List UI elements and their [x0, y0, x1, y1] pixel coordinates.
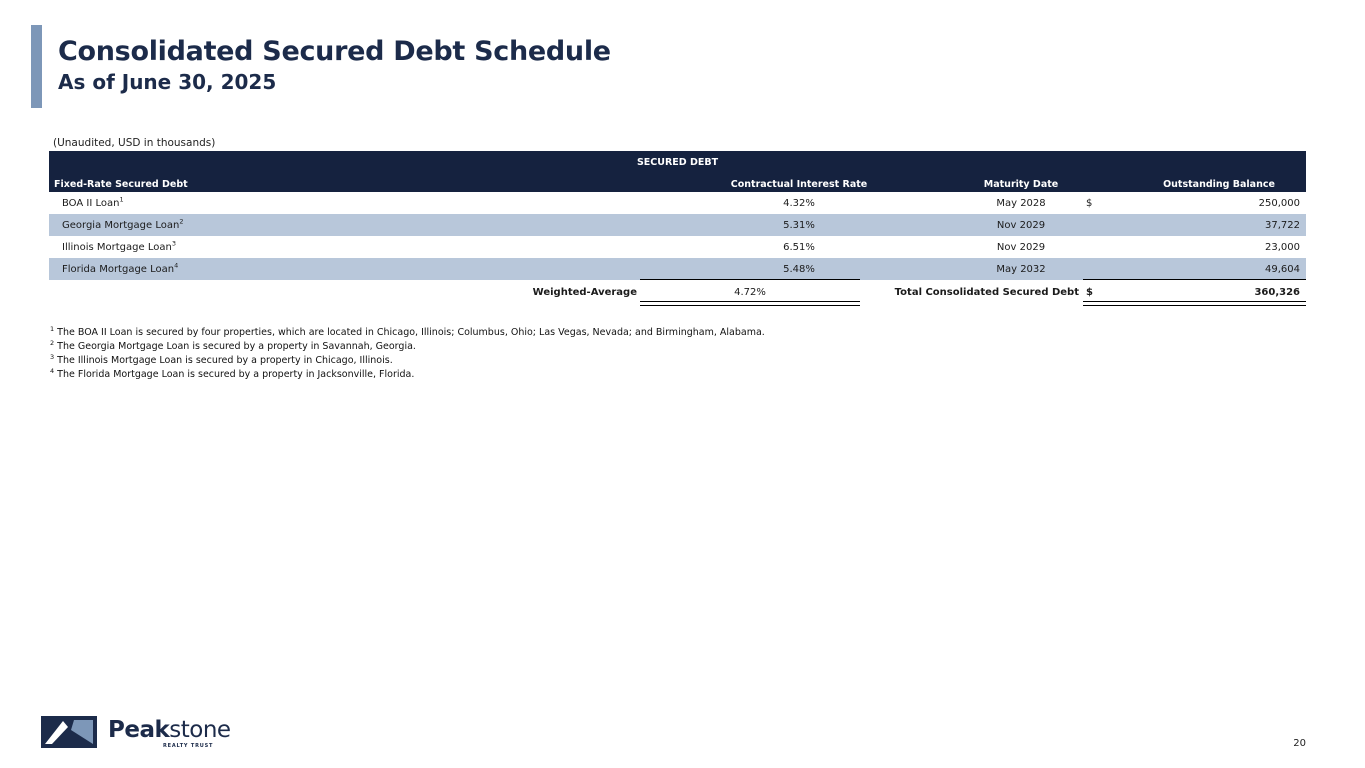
balance-subtotal-rule	[1083, 279, 1306, 280]
title-accent-bar	[31, 25, 42, 108]
secured-debt-table	[49, 151, 1306, 304]
balance-cell: 250,000	[1258, 198, 1300, 209]
footnote: $^4$ The Florida Mortgage Loan is secured by a property in Jacksonville, Florida.	[50, 366, 415, 380]
logo-wordmark: Peakstone	[108, 717, 231, 743]
total-balance-label: Total Consolidated Secured Debt	[894, 287, 1079, 298]
interest-rate-cell: 5.48%	[783, 264, 815, 275]
units-note: (Unaudited, USD in thousands)	[53, 137, 216, 149]
maturity-date-cell: Nov 2029	[996, 220, 1046, 231]
maturity-date-cell: Nov 2029	[996, 242, 1046, 253]
table-row	[49, 192, 1306, 214]
footnote: $^2$ The Georgia Mortgage Loan is secured by a property in Savannah, Georgia.	[50, 338, 416, 352]
column-header-rate: Contractual Interest Rate	[730, 179, 868, 190]
loan-name-cell: BOA II Loan$^1$	[62, 195, 124, 209]
loan-name-cell: Georgia Mortgage Loan$^2$	[62, 217, 184, 231]
balance-cell: 23,000	[1265, 242, 1300, 253]
page-number: 20	[1293, 738, 1306, 749]
page-title: Consolidated Secured Debt Schedule	[58, 36, 611, 67]
logo-tagline: REALTY TRUST	[163, 743, 214, 749]
balance-cell: 37,722	[1265, 220, 1300, 231]
loan-name-cell: Illinois Mortgage Loan$^3$	[62, 239, 176, 253]
weighted-average-label: Weighted-Average	[532, 287, 637, 298]
table-row	[49, 236, 1306, 258]
balance-total-double-rule	[1083, 301, 1306, 306]
footnotes	[50, 326, 765, 382]
interest-rate-cell: 5.31%	[783, 220, 815, 231]
total-row	[49, 280, 1306, 304]
section-label: SECURED DEBT	[636, 157, 719, 168]
peak-mountain-icon	[41, 716, 97, 748]
column-header-name: Fixed-Rate Secured Debt	[54, 179, 188, 190]
currency-symbol: $	[1086, 287, 1093, 298]
company-logo	[41, 716, 231, 750]
balance-cell: 49,604	[1265, 264, 1300, 275]
table-header	[49, 151, 1306, 192]
column-header-balance: Outstanding Balance	[1163, 179, 1275, 190]
loan-name-cell: Florida Mortgage Loan$^4$	[62, 261, 179, 275]
footnote: $^3$ The Illinois Mortgage Loan is secured by a property in Chicago, Illinois.	[50, 352, 393, 366]
weighted-average-rate: 4.72%	[734, 287, 766, 298]
table-row	[49, 258, 1306, 280]
rate-subtotal-rule	[640, 279, 860, 280]
maturity-date-cell: May 2028	[996, 198, 1046, 209]
interest-rate-cell: 6.51%	[783, 242, 815, 253]
interest-rate-cell: 4.32%	[783, 198, 815, 209]
currency-symbol: $	[1086, 198, 1093, 209]
column-header-maturity: Maturity Date	[983, 179, 1059, 190]
table-row	[49, 214, 1306, 236]
footnote: $^1$ The BOA II Loan is secured by four properties, which are located in Chicago, Illinois; Columbus, Ohio; Las Vegas, Nevada; and Birmingham, Alabama.	[50, 324, 765, 338]
total-balance-value: 360,326	[1254, 287, 1300, 298]
page-subtitle: As of June 30, 2025	[58, 70, 277, 94]
rate-total-double-rule	[640, 301, 860, 306]
maturity-date-cell: May 2032	[996, 264, 1046, 275]
